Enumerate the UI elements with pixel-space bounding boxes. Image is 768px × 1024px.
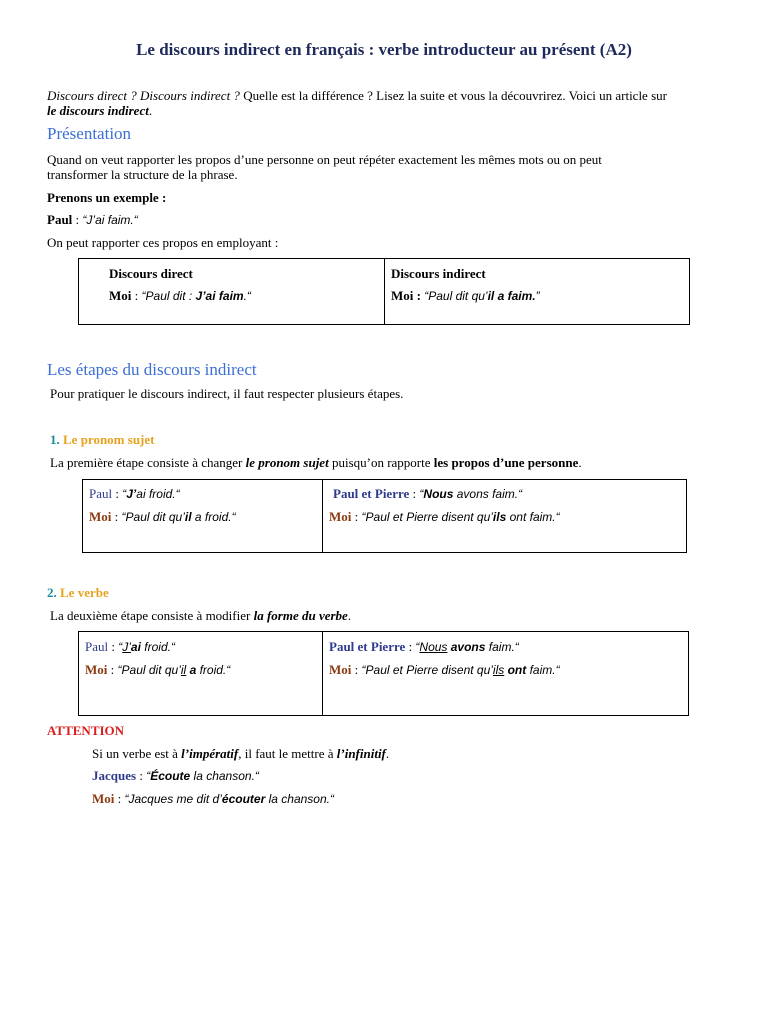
presentation-paragraph (47, 152, 747, 182)
quote-part: la chanson.“ (190, 769, 259, 783)
sep: : (107, 662, 118, 677)
sep: : (108, 639, 119, 654)
quote-part: avons faim.“ (453, 487, 523, 501)
quote-end: .“ (243, 289, 251, 303)
quote-underlined: ils (492, 663, 505, 677)
step-1-moi-line (89, 509, 236, 525)
text-end: . (347, 608, 352, 623)
paul-sep: : (72, 212, 83, 227)
example-label: Prenons un exemple : (47, 190, 167, 205)
quote-part: “Paul dit qu’ (424, 289, 488, 303)
quote-underlined: J’ (122, 640, 131, 654)
attention-moi-line (92, 791, 334, 807)
quote-bold: Nous (423, 487, 454, 501)
sep: : (114, 791, 125, 806)
paul-label: Paul (89, 486, 113, 501)
sep: : (405, 639, 416, 654)
sep: : (409, 486, 420, 501)
quote-bold: J’ai faim (195, 289, 244, 303)
attention-jacques-line (92, 768, 259, 784)
quote-underlined: Nous (419, 640, 448, 654)
step-2-moi-line (85, 662, 230, 678)
cell-discours-direct (79, 259, 385, 325)
text-end: . (578, 455, 582, 470)
cell-step-1-left (83, 480, 323, 553)
quote-bold: ai (130, 640, 141, 654)
etapes-text: Pour pratiquer le discours indirect, il faut respecter plusieurs étapes. (50, 386, 404, 401)
table-direct-indirect (78, 258, 690, 325)
moi-label: Moi (329, 509, 352, 524)
quote-part: “ (122, 487, 127, 501)
quote-part: “Paul et Pierre disent qu’ (361, 510, 493, 524)
discours-direct-header: Discours direct (109, 266, 193, 281)
text-part: puisqu’on rapporte (328, 455, 434, 470)
text-part: La deuxième étape consiste à modifier (50, 608, 254, 623)
moi-label: Moi (89, 509, 112, 524)
quote-part: “ (415, 640, 420, 654)
quote-part: “ (419, 487, 424, 501)
cell-discours-indirect (385, 259, 690, 325)
paul-label: Paul (85, 639, 109, 654)
page-title: Le discours indirect en français : verbe introducteur au présent (A2) (136, 40, 632, 59)
discours-indirect-example (391, 288, 540, 304)
intro-text: Quelle est la différence ? Lisez la suite et vous la découvrirez. Voici un article sur (239, 88, 667, 103)
discours-direct-example (109, 288, 251, 304)
quote-part: faim.“ (485, 640, 519, 654)
quote-end: ” (535, 289, 540, 303)
step-2-paul-pierre-line (329, 639, 519, 655)
quote-underlined: il (180, 663, 187, 677)
sep: : (351, 509, 362, 524)
etapes-heading: Les étapes du discours indirect (47, 360, 257, 379)
quote-part: “Paul dit : (141, 289, 196, 303)
intro-link-text: le discours indirect (47, 103, 149, 118)
quote-part: ai froid.“ (136, 487, 180, 501)
step-1-heading (50, 432, 154, 448)
discours-indirect-header: Discours indirect (391, 266, 486, 281)
quote-part: “Paul dit qu’ (121, 510, 185, 524)
cell-step-2-left (79, 632, 323, 716)
quote-part: “Paul dit qu’ (117, 663, 181, 677)
quote-part: faim.“ (526, 663, 560, 677)
table-step-2 (78, 631, 689, 716)
attention-label: ATTENTION (47, 723, 125, 738)
step-1-moi-right-line (329, 509, 560, 525)
sep: : (136, 768, 147, 783)
text-part: Si un verbe est à (92, 746, 182, 761)
text-bold-italic: l’infinitif (336, 746, 386, 761)
quote-bold: Écoute (150, 769, 191, 783)
sep: : (131, 288, 142, 303)
quote-part: “ (146, 769, 151, 783)
quote-part: froid.“ (196, 663, 231, 677)
cell-step-1-right (323, 480, 687, 553)
step-1-paul-pierre-line (333, 486, 522, 502)
paul-example (47, 212, 138, 228)
quote-part: “Paul et Pierre disent qu’ (361, 663, 493, 677)
quote-part: froid.“ (140, 640, 175, 654)
quote-bold: J’ (126, 487, 137, 501)
text-part: La première étape consiste à changer (50, 455, 246, 470)
quote-bold: il (184, 510, 192, 524)
step-2-number: 2. (47, 585, 57, 600)
intro-end: . (148, 103, 153, 118)
text-bold-italic: l’impératif (181, 746, 239, 761)
quote-part: “Jacques me dit d’ (124, 792, 222, 806)
moi-label: Moi (329, 662, 352, 677)
quote-bold: écouter (221, 792, 266, 806)
moi-label: Moi : (391, 288, 425, 303)
quote-part: la chanson.“ (265, 792, 334, 806)
quote-part: ont faim.“ (506, 510, 560, 524)
presentation-line-1: Quand on veut rapporter les propos d’une personne on peut répéter exactement les mêmes mots ou on peut (47, 152, 602, 167)
paul-quote: “J’ai faim.“ (82, 213, 138, 227)
moi-label: Moi (109, 288, 132, 303)
moi-label: Moi (85, 662, 108, 677)
paul-pierre-label: Paul et Pierre (333, 486, 410, 501)
step-2-paul-line (85, 639, 175, 655)
paul-pierre-label: Paul et Pierre (329, 639, 406, 654)
attention-text (92, 746, 389, 762)
moi-label: Moi (92, 791, 115, 806)
intro-italic: Discours direct ? Discours indirect ? (47, 88, 240, 103)
quote-bold: ils (492, 510, 507, 524)
text-bold-italic: la forme du verbe (253, 608, 348, 623)
presentation-line-3: On peut rapporter ces propos en employant : (47, 235, 279, 250)
table-step-1 (82, 479, 687, 553)
paul-label: Paul (47, 212, 73, 227)
intro-paragraph (47, 88, 747, 118)
sep: : (112, 486, 123, 501)
step-2-heading (47, 585, 109, 601)
text-bold-italic: le pronom sujet (245, 455, 329, 470)
jacques-label: Jacques (92, 768, 137, 783)
cell-step-2-right (323, 632, 689, 716)
quote-part: a froid.“ (191, 510, 236, 524)
step-2-title: Le verbe (60, 585, 109, 600)
step-1-number: 1. (50, 432, 60, 447)
step-2-text (50, 608, 351, 624)
step-1-paul-line (89, 486, 180, 502)
presentation-line-2: transformer la structure de la phrase. (47, 167, 238, 182)
quote-part: “ (118, 640, 123, 654)
text-end: . (385, 746, 390, 761)
quote-bold: ont (504, 663, 527, 677)
step-2-moi-right-line (329, 662, 560, 678)
sep: : (111, 509, 122, 524)
text-bold: les propos d’une personne (433, 455, 579, 470)
step-1-text (50, 455, 582, 471)
step-1-title: Le pronom sujet (63, 432, 155, 447)
sep: : (351, 662, 362, 677)
quote-bold: a (186, 663, 197, 677)
presentation-heading: Présentation (47, 124, 132, 143)
quote-bold: avons (447, 640, 486, 654)
quote-bold: il a faim. (487, 289, 536, 303)
text-part: , il faut le mettre à (238, 746, 337, 761)
